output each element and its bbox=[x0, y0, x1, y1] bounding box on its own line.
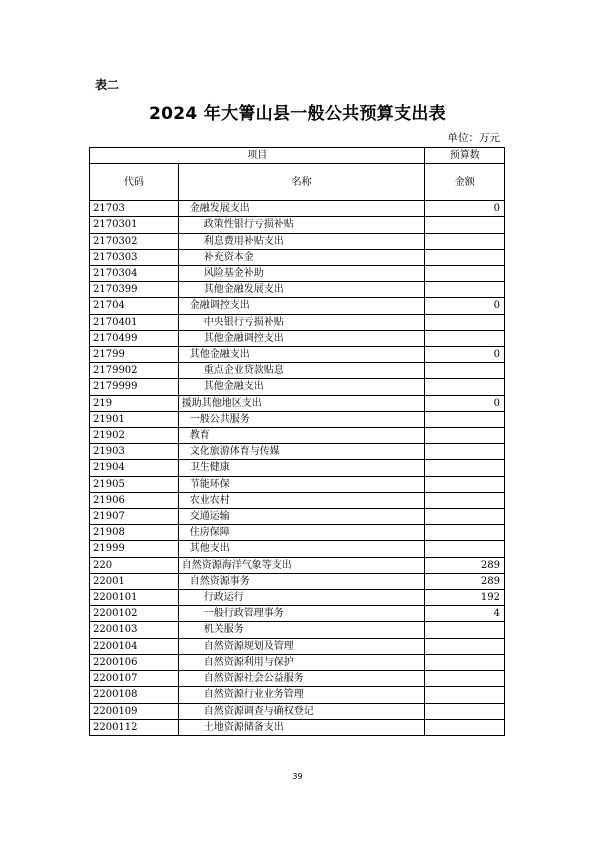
table-row bbox=[90, 460, 505, 476]
row-code: 2170303 bbox=[90, 249, 179, 265]
row-amount bbox=[425, 314, 505, 330]
row-amount: 4 bbox=[425, 606, 505, 622]
table-row bbox=[90, 330, 505, 346]
row-name: 农业农村 bbox=[178, 492, 425, 508]
row-code: 21907 bbox=[90, 509, 179, 525]
table-row bbox=[90, 638, 505, 654]
row-amount: 0 bbox=[425, 298, 505, 314]
table-row bbox=[90, 509, 505, 525]
row-code: 2200106 bbox=[90, 654, 179, 670]
table-label: 表二 bbox=[95, 78, 120, 92]
table-row bbox=[90, 233, 505, 249]
page-number: 39 bbox=[292, 772, 303, 781]
row-amount bbox=[425, 622, 505, 638]
row-amount bbox=[425, 703, 505, 719]
row-amount bbox=[425, 671, 505, 687]
row-amount bbox=[425, 719, 505, 735]
row-name: 一般公共服务 bbox=[178, 411, 425, 427]
row-name: 行政运行 bbox=[178, 590, 425, 606]
row-code: 2179999 bbox=[90, 379, 179, 395]
row-amount bbox=[425, 266, 505, 282]
row-name: 交通运输 bbox=[178, 509, 425, 525]
row-amount bbox=[425, 687, 505, 703]
row-name: 自然资源海洋气象等支出 bbox=[178, 557, 425, 573]
table-row bbox=[90, 703, 505, 719]
row-code: 2170499 bbox=[90, 330, 179, 346]
table-row bbox=[90, 606, 505, 622]
row-amount bbox=[425, 217, 505, 233]
row-amount bbox=[425, 476, 505, 492]
row-amount bbox=[425, 460, 505, 476]
row-code: 21799 bbox=[90, 347, 179, 363]
row-code: 22001 bbox=[90, 573, 179, 589]
row-name: 其他金融发展支出 bbox=[178, 282, 425, 298]
table-row bbox=[90, 719, 505, 735]
row-amount bbox=[425, 282, 505, 298]
row-name: 教育 bbox=[178, 428, 425, 444]
table-row bbox=[90, 201, 505, 217]
table-row bbox=[90, 671, 505, 687]
row-amount bbox=[425, 654, 505, 670]
table-row bbox=[90, 444, 505, 460]
row-code: 2200107 bbox=[90, 671, 179, 687]
row-code: 2200101 bbox=[90, 590, 179, 606]
row-code: 21903 bbox=[90, 444, 179, 460]
row-code: 21908 bbox=[90, 525, 179, 541]
header-name: 名称 bbox=[178, 164, 425, 201]
row-code: 2179902 bbox=[90, 363, 179, 379]
row-code: 2200102 bbox=[90, 606, 179, 622]
row-code: 21906 bbox=[90, 492, 179, 508]
row-name: 中央银行亏损补贴 bbox=[178, 314, 425, 330]
row-name: 风险基金补助 bbox=[178, 266, 425, 282]
row-name: 补充资本金 bbox=[178, 249, 425, 265]
row-code: 21902 bbox=[90, 428, 179, 444]
row-name: 机关服务 bbox=[178, 622, 425, 638]
row-name: 金融发展支出 bbox=[178, 201, 425, 217]
row-name: 重点企业贷款贴息 bbox=[178, 363, 425, 379]
row-name: 利息费用补贴支出 bbox=[178, 233, 425, 249]
row-name: 援助其他地区支出 bbox=[178, 395, 425, 411]
row-amount: 289 bbox=[425, 573, 505, 589]
row-code: 2170401 bbox=[90, 314, 179, 330]
row-name: 住房保障 bbox=[178, 525, 425, 541]
row-code: 21704 bbox=[90, 298, 179, 314]
table-row bbox=[90, 428, 505, 444]
row-code: 2200108 bbox=[90, 687, 179, 703]
row-amount bbox=[425, 444, 505, 460]
table-body bbox=[90, 201, 505, 736]
table-row bbox=[90, 266, 505, 282]
table-row bbox=[90, 573, 505, 589]
row-code: 219 bbox=[90, 395, 179, 411]
row-amount: 192 bbox=[425, 590, 505, 606]
row-code: 2170304 bbox=[90, 266, 179, 282]
table-row bbox=[90, 363, 505, 379]
row-amount: 0 bbox=[425, 201, 505, 217]
row-code: 21904 bbox=[90, 460, 179, 476]
row-name: 卫生健康 bbox=[178, 460, 425, 476]
row-amount bbox=[425, 330, 505, 346]
row-code: 2200104 bbox=[90, 638, 179, 654]
row-code: 21905 bbox=[90, 476, 179, 492]
row-name: 土地资源储备支出 bbox=[178, 719, 425, 735]
row-amount bbox=[425, 541, 505, 557]
header-row-1 bbox=[90, 148, 505, 164]
row-amount bbox=[425, 233, 505, 249]
budget-table bbox=[89, 147, 505, 736]
header-code: 代码 bbox=[90, 164, 179, 201]
row-name: 其他支出 bbox=[178, 541, 425, 557]
row-name: 一般行政管理事务 bbox=[178, 606, 425, 622]
row-amount bbox=[425, 525, 505, 541]
table-row bbox=[90, 492, 505, 508]
row-code: 220 bbox=[90, 557, 179, 573]
row-amount bbox=[425, 363, 505, 379]
table-row bbox=[90, 347, 505, 363]
row-code: 2200103 bbox=[90, 622, 179, 638]
row-amount bbox=[425, 428, 505, 444]
table-row bbox=[90, 249, 505, 265]
row-code: 2170399 bbox=[90, 282, 179, 298]
table-row bbox=[90, 298, 505, 314]
row-name: 其他金融调控支出 bbox=[178, 330, 425, 346]
header-budget: 预算数 bbox=[425, 148, 505, 164]
row-name: 自然资源利用与保护 bbox=[178, 654, 425, 670]
table-row bbox=[90, 476, 505, 492]
unit-label: 单位：万元 bbox=[447, 132, 500, 144]
row-amount bbox=[425, 492, 505, 508]
row-code: 21901 bbox=[90, 411, 179, 427]
table-row bbox=[90, 411, 505, 427]
row-name: 自然资源事务 bbox=[178, 573, 425, 589]
row-name: 其他金融支出 bbox=[178, 347, 425, 363]
header-item: 项目 bbox=[90, 148, 425, 164]
table-row bbox=[90, 590, 505, 606]
table-row bbox=[90, 217, 505, 233]
row-amount: 0 bbox=[425, 395, 505, 411]
row-amount: 0 bbox=[425, 347, 505, 363]
row-name: 自然资源调查与确权登记 bbox=[178, 703, 425, 719]
row-code: 2200109 bbox=[90, 703, 179, 719]
table-row bbox=[90, 282, 505, 298]
page-title: 2024 年大箐山县一般公共预算支出表 bbox=[149, 104, 446, 124]
row-name: 金融调控支出 bbox=[178, 298, 425, 314]
row-name: 政策性银行亏损补贴 bbox=[178, 217, 425, 233]
header-amount: 金额 bbox=[425, 164, 505, 201]
row-amount bbox=[425, 411, 505, 427]
table-row bbox=[90, 395, 505, 411]
row-name: 自然资源规划及管理 bbox=[178, 638, 425, 654]
header-row-2 bbox=[90, 164, 505, 201]
row-name: 文化旅游体育与传媒 bbox=[178, 444, 425, 460]
table-row bbox=[90, 379, 505, 395]
row-name: 自然资源社会公益服务 bbox=[178, 671, 425, 687]
table-row bbox=[90, 525, 505, 541]
row-name: 节能环保 bbox=[178, 476, 425, 492]
row-amount bbox=[425, 379, 505, 395]
row-code: 21703 bbox=[90, 201, 179, 217]
table-row bbox=[90, 541, 505, 557]
row-name: 其他金融支出 bbox=[178, 379, 425, 395]
row-code: 2170301 bbox=[90, 217, 179, 233]
table-row bbox=[90, 622, 505, 638]
row-name: 自然资源行业业务管理 bbox=[178, 687, 425, 703]
table-row bbox=[90, 314, 505, 330]
row-amount: 289 bbox=[425, 557, 505, 573]
row-code: 2170302 bbox=[90, 233, 179, 249]
row-code: 2200112 bbox=[90, 719, 179, 735]
table-row bbox=[90, 654, 505, 670]
row-amount bbox=[425, 509, 505, 525]
row-amount bbox=[425, 249, 505, 265]
table-row bbox=[90, 687, 505, 703]
row-code: 21999 bbox=[90, 541, 179, 557]
row-amount bbox=[425, 638, 505, 654]
table-row bbox=[90, 557, 505, 573]
